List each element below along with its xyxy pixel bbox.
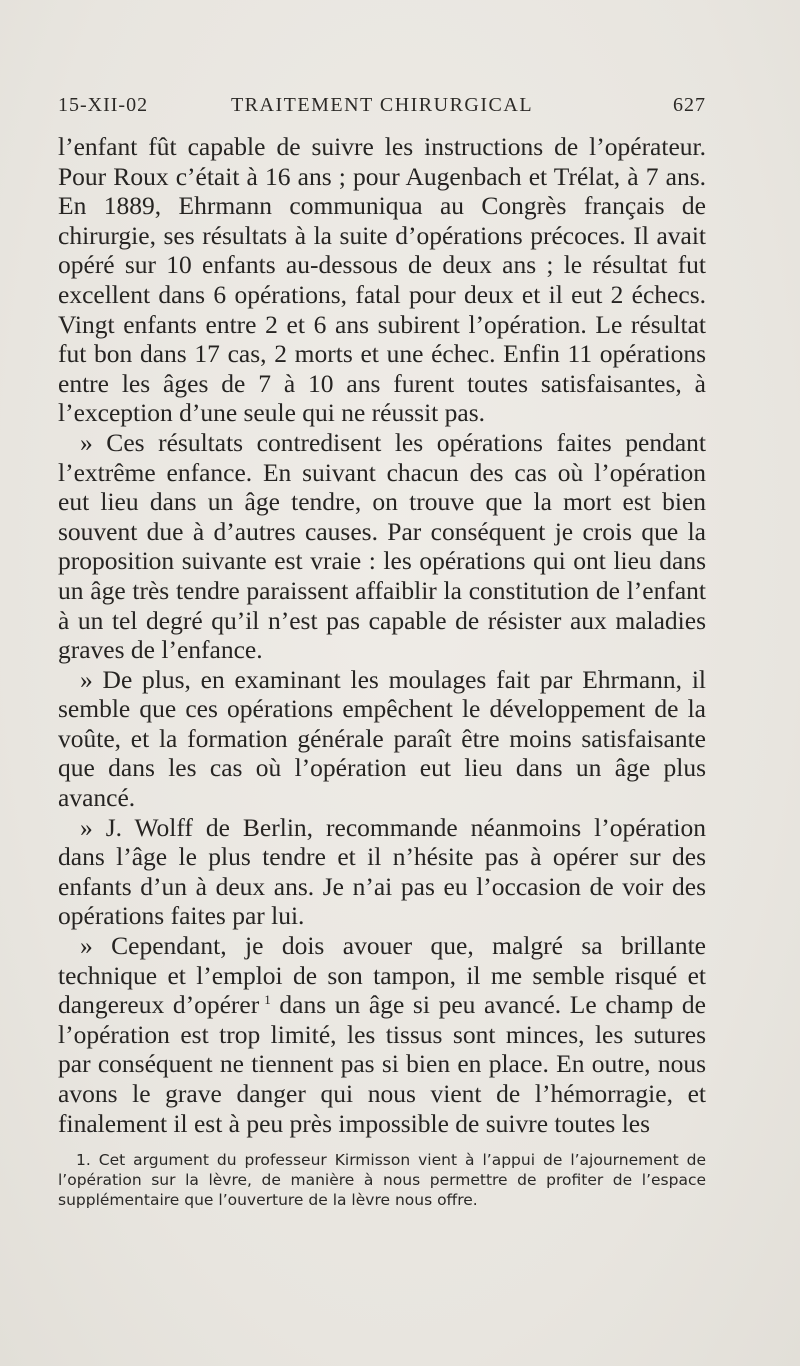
page-number: 627	[673, 94, 706, 116]
header-title: TRAITEMENT CHIRURGICAL	[230, 94, 534, 116]
footnote: 1. Cet argument du professeur Kirmisson vient à l’appui de l’ajournement de l’opération sur la lèvre, de manière à nous permettre de profiter de l’espace supplémentaire que l’ouverture de la lèvre nous offre.	[58, 1151, 706, 1209]
paragraph-text: dans un âge si peu avancé. Le champ de l’opération est trop limité, les tissus sont minces, les sutures par conséquent ne tiennent pas si bien en place. En outre, nous avons le grave danger qui nous vient de l’hémorragie, et finalement il est à peu près impossible de suivre toutes les	[58, 990, 706, 1138]
header-date: 15-XII-02	[58, 94, 149, 116]
paragraph: » Ces résultats contredisent les opérations faites pendant l’extrême enfance. En suivant chacun des cas où l’opération eut lieu dans un âge tendre, on trouve que la mort est bien souvent due à d’autres causes. Par conséquent je crois que la proposition suivante est vraie : les opérations qui ont lieu dans un âge très tendre paraissent affaiblir la constitution de l’enfant à un tel degré qu’il n’est pas capable de résister aux maladies graves de l’enfance.	[58, 427, 706, 665]
footnotes	[58, 1150, 706, 1210]
paragraph-text: » Cependant, je dois avouer que, malgré sa brillante technique et l’emploi de son tampon, il me semble risqué et dangereux d’opérer	[58, 931, 706, 1020]
footnote-marker: 1	[264, 992, 271, 1008]
main-text	[58, 132, 706, 1138]
paragraph: » J. Wolff de Berlin, recommande néanmoins l’opération dans l’âge le plus tendre et il n’hésite pas à opérer sur des enfants d’un à deux ans. Je n’ai pas eu l’occasion de voir des opérations faites par lui.	[58, 812, 706, 931]
paragraph	[58, 931, 706, 1138]
paragraph-continuation: l’enfant fût capable de suivre les instructions de l’opérateur. Pour Roux c’était à 16 ans ; pour Augenbach et Trélat, à 7 ans. En 1889, Ehrmann communiqua au Congrès français de chirurgie, ses résultats à la suite d’opérations précoces. Il avait opéré sur 10 enfants au-dessous de deux ans ; le résultat fut excellent dans 6 opérations, fatal pour deux et il eut 2 échecs. Vingt enfants entre 2 et 6 ans subirent l’opération. Le résultat fut bon dans 17 cas, 2 morts et une échec. Enfin 11 opérations entre les âges de 7 à 10 ans furent toutes satisfaisantes, à l’exception d’une seule qui ne réussit pas.	[58, 132, 706, 428]
paragraph: » De plus, en examinant les moulages fait par Ehrmann, il semble que ces opérations empêchent le développement de la voûte, et la formation générale paraît être moins satisfaisante que dans les cas où l’opération eut lieu dans un âge plus avancé.	[58, 664, 706, 813]
running-header	[58, 94, 706, 124]
